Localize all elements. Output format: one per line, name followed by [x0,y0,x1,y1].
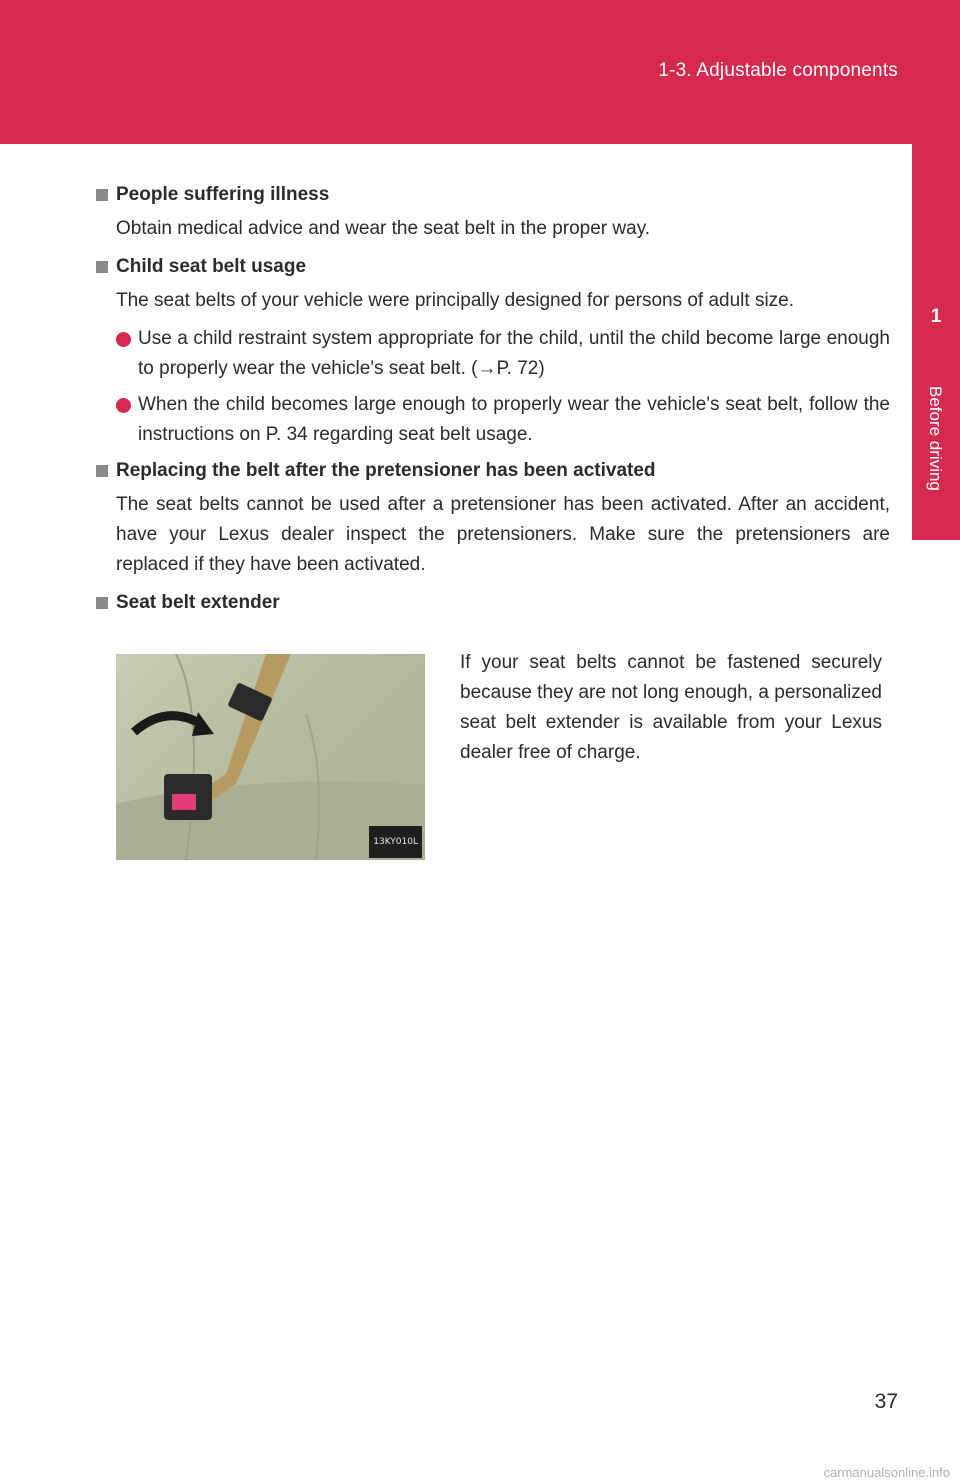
paragraph-extender: If your seat belts cannot be fastened securely because they are not long enough, a personalized seat belt extender is available from your Lexus dealer free of charge. [460,652,882,763]
paragraph-child: The seat belts of your vehicle were principally designed for persons of adult size. [116,290,795,311]
square-bullet-icon [96,597,108,609]
bullet-item: Use a child restraint system appropriate for the child, until the child become large enough to properly wear the vehicle's seat belt. (→P. 72) [116,324,890,384]
square-bullet-icon [96,465,108,477]
bullet-item: When the child becomes large enough to properly wear the vehicle's seat belt, follow the instructions on P. 34 regarding seat belt usage. [116,390,890,450]
round-bullet-icon [116,398,131,413]
heading-extender: Seat belt extender [96,588,890,618]
chapter-label: Before driving [926,386,945,491]
round-bullet-icon [116,332,131,347]
chapter-number: 1 [930,306,942,327]
page-content [96,180,890,884]
section-title: 1-3. Adjustable components [658,60,898,81]
image-code: 13KY010L [369,826,422,858]
heading-replacing: Replacing the belt after the pretensioner has been activated [96,456,890,486]
heading-child: Child seat belt usage [96,252,890,282]
paragraph-replacing: The seat belts cannot be used after a pretensioner has been activated. After an accident, have your Lexus dealer inspect the pretensioners. Make sure the pretensioners are replaced if they have been activated. [116,494,890,575]
page-header [0,0,960,144]
seat-belt-extender-image [116,654,425,860]
paragraph-illness: Obtain medical advice and wear the seat belt in the proper way. [116,218,651,239]
square-bullet-icon [96,189,108,201]
extender-block [96,624,890,884]
square-bullet-icon [96,261,108,273]
heading-illness: People suffering illness [96,180,890,210]
page-number: 37 [874,1390,898,1413]
footer-watermark: carmanualsonline.info [823,1465,950,1480]
